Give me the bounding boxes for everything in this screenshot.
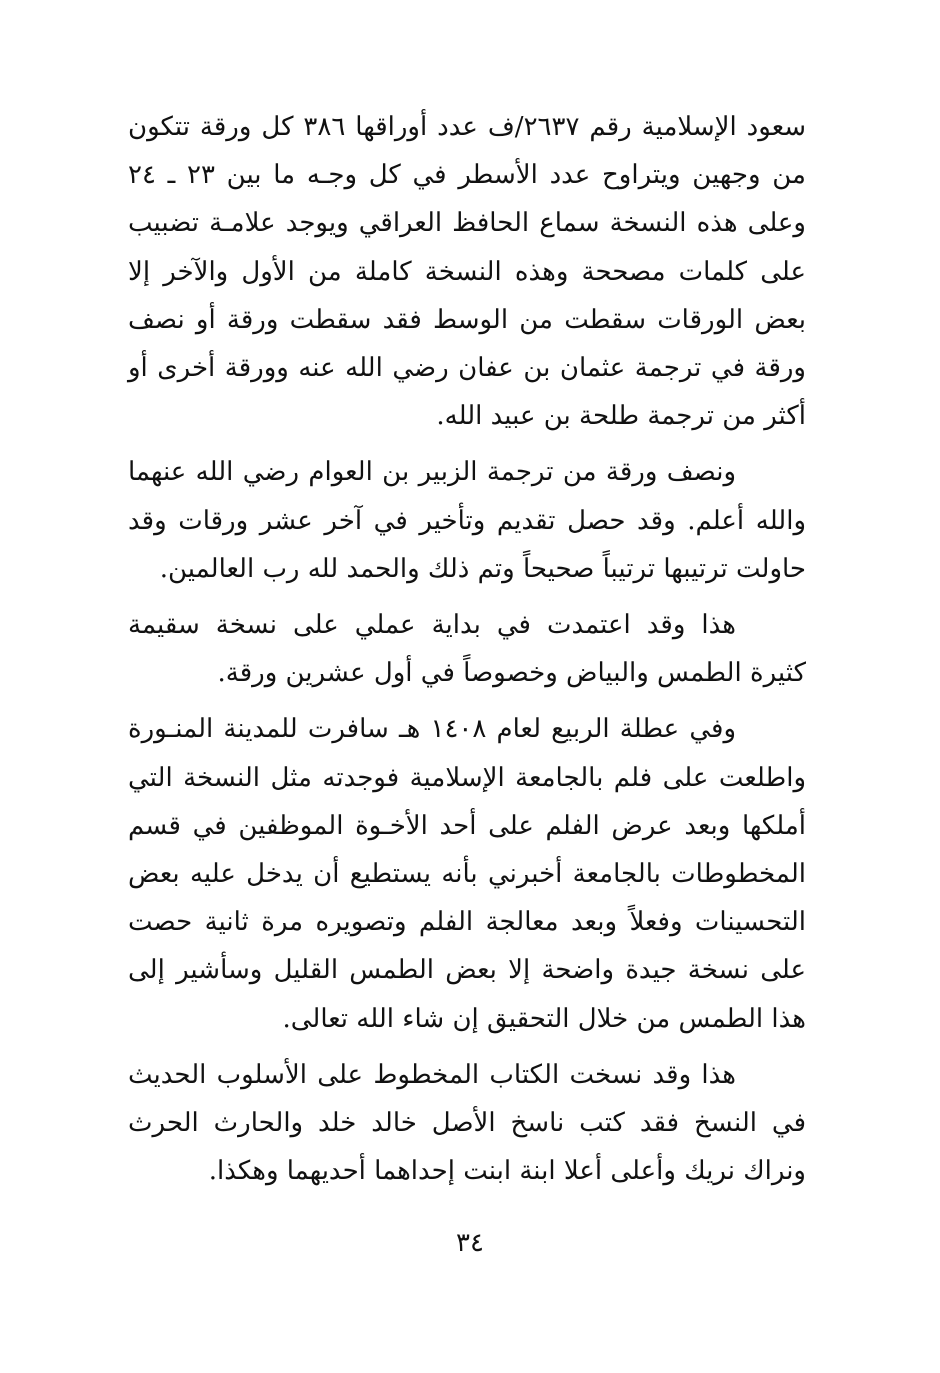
page-number: ٣٤ <box>456 1228 484 1258</box>
paragraph-continuation: سعود الإسلامية رقم ٢٦٣٧/ف عدد أوراقها ٣٨٦ كل ورقة تتكون من وجهين ويتراوح عدد الأسطر في كل وجـه ما بين ٢٣ ـ ٢٤ وعلى هذه النسخة سماع الحافظ العراقي ويوجد علامـة تضبيب على كلمات مصححة وهذه النسخة كاملة من الأول والآخر إلا بعض الورقات سقطت من الوسط فقد سقطت ورقة أو نصف ورقة في ترجمة عثمان بن عفان رضي الله عنه وورقة أخرى أو أكثر من ترجمة طلحة بن عبيد الله. <box>128 112 807 432</box>
paragraph: وفي عطلة الربيع لعام ١٤٠٨ هـ سافرت للمدينة المنـورة واطلعت على فلم بالجامعة الإسلامية فوجدته مثل النسخة التي أملكها وبعد عرض الفلم على أحد الأخـوة الموظفين في قسم المخطوطات بالجامعة أخبرني بأنه يستطيع أن يدخل عليه بعض التحسينات وفعلاً وبعد معالجة الفلم وتصويره مرة ثانية حصت على نسخة جيدة واضحة إلا بعض الطمس القليل وسأشير إلى هذا الطمس من خلال التحقيق إن شاء الله تعالى. <box>128 714 806 1034</box>
paragraph: هذا وقد اعتمدت في بداية عملي على نسخة سقيمة كثيرة الطمس والبياض وخصوصاً في أول عشرين ورقة. <box>128 610 806 689</box>
paragraph: ونصف ورقة من ترجمة الزبير بن العوام رضي الله عنهما والله أعلم. وقد حصل تقديم وتأخير في آخر عشر ورقات وقد حاولت ترتيبها ترتيباً صحيحاً وتم ذلك والحمد لله رب العالمين. <box>128 457 806 584</box>
body-text <box>128 103 806 1195</box>
paragraph: هذا وقد نسخت الكتاب المخطوط على الأسلوب الحديث في النسخ فقد كتب ناسخ الأصل خالد خلد والحارث الحرث ونراك نريك وأعلى أعلا ابنة ابنت إحداهما أحديهما وهكذا. <box>128 1059 806 1187</box>
